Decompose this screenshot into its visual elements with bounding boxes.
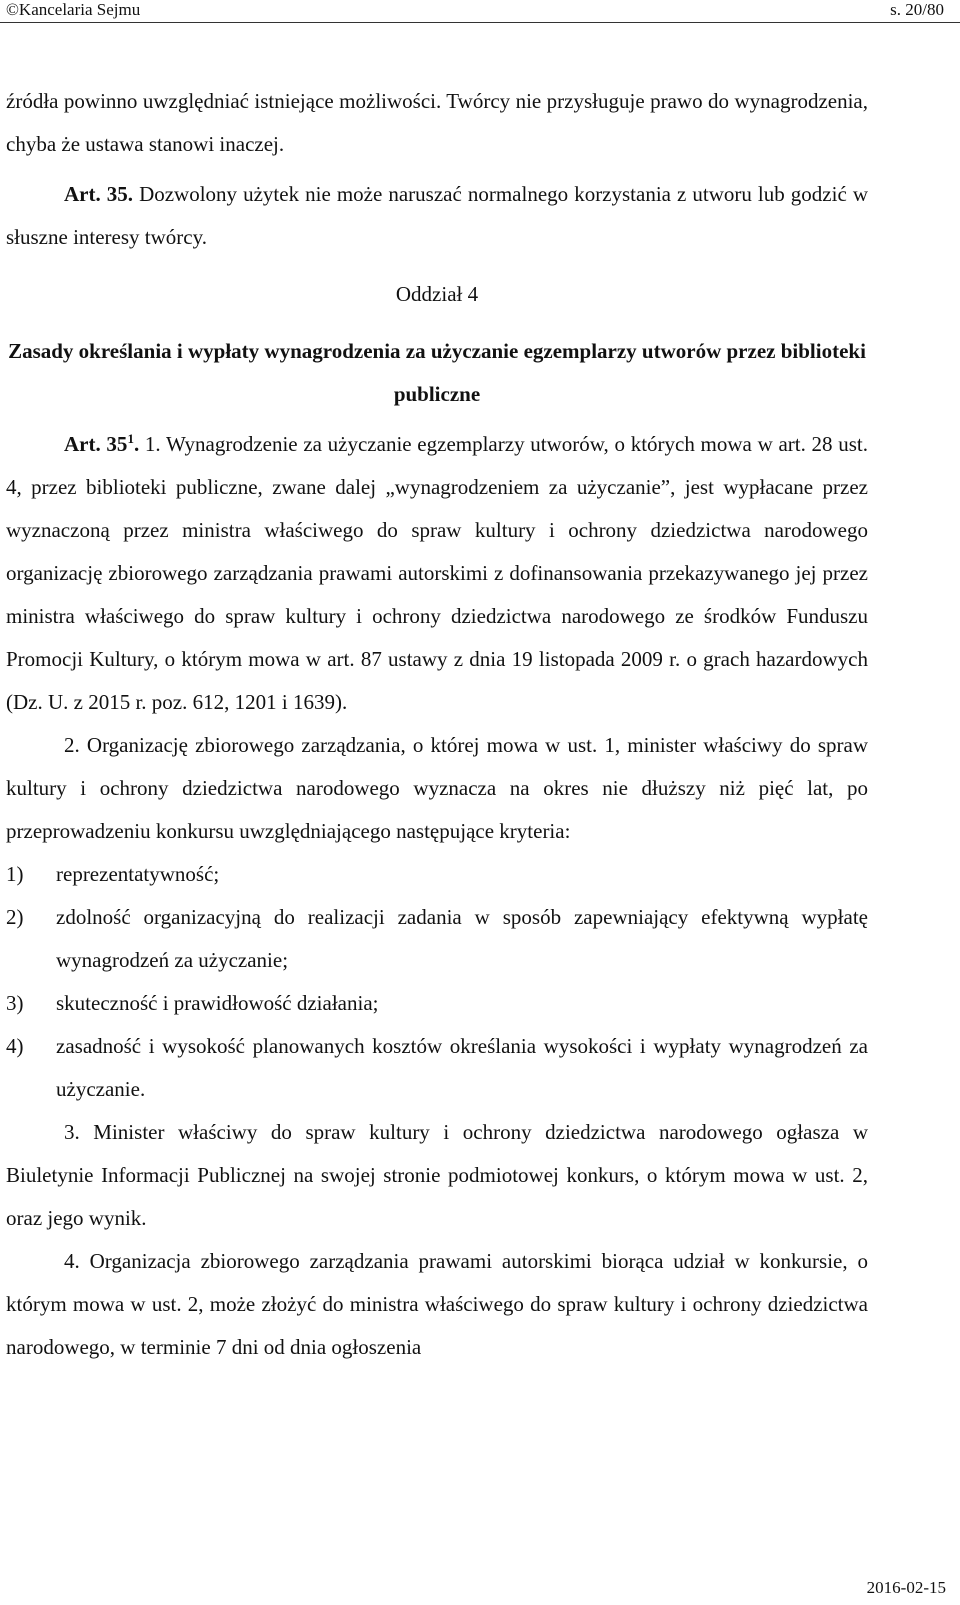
article-35-1-para-3: 3. Minister właściwy do spraw kultury i ochrony dziedzictwa narodowego ogłasza w Biuletynie Informacji Publicznej na swojej stronie podmiotowej konkurs, o którym mowa w ust. 2, oraz jego wynik. [6, 1120, 868, 1230]
page-header [0, 0, 960, 24]
header-page-number: s. 20/80 [890, 0, 944, 19]
article-35-1-label: Art. $35^1$. [64, 431, 140, 456]
article-35-1-para-1 [6, 423, 868, 724]
section-title: Oddział 4 [395, 282, 479, 306]
header-rule [0, 22, 960, 23]
article-35 [6, 173, 868, 259]
paragraph-continuation: źródła powinno uwzględniać istniejące możliwości. Twórcy nie przysługuje prawo do wynagrodzenia, chyba że ustawa stanowi inaczej. [6, 89, 868, 156]
section-heading: Zasady określania i wypłaty wynagrodzenia za użyczanie egzemplarzy utworów przez biblioteki publiczne [8, 339, 866, 406]
article-35-1-para-1-text: 1. Wynagrodzenie za użyczanie egzemplarzy utworów, o których mowa w art. 28 ust. 4, przez biblioteki publiczne, zwane dalej „wynagrodzeniem za użyczanie”, jest wypłacane przez wyznaczoną przez ministra właściwego do spraw kultury i ochrony dziedzictwa narodowego organizację zbiorowego zarządzania prawami autorskimi z dofinansowania przekazywanego jej przez ministra właściwego do spraw kultury i ochrony dziedzictwa narodowego ze środków Funduszu Promocji Kultury, o którym mowa w art. 87 ustawy z dnia 19 listopada 2009 r. o grach hazardowych (Dz. U. z 2015 r. poz. 612, 1201 i 1639). [6, 432, 868, 714]
list-item: 4) zasadność i wysokość planowanych kosztów określania wysokości i wypłaty wynagrodzeń za użyczanie. [6, 1034, 868, 1101]
footer-date: 2016-02-15 [866, 1578, 946, 1597]
article-35-text: Dozwolony użytek nie może naruszać normalnego korzystania z utworu lub godzić w słuszne interesy twórcy. [6, 182, 868, 249]
header-publisher: ©Kancelaria Sejmu [6, 0, 141, 19]
article-35-label: Art. 35. [64, 182, 134, 206]
article-35-1-para-4: 4. Organizacja zbiorowego zarządzania prawami autorskimi biorąca udział w konkursie, o którym mowa w ust. 2, może złożyć do ministra właściwego do spraw kultury i ochrony dziedzictwa narodowego, w terminie 7 dni od dnia ogłoszenia [6, 1249, 868, 1359]
document-body [6, 80, 868, 1369]
list-item: 3) skuteczność i prawidłowość działania; [6, 991, 379, 1015]
article-35-1-para-2: 2. Organizację zbiorowego zarządzania, o której mowa w ust. 1, minister właściwy do spraw kultury i ochrony dziedzictwa narodowego wyznacza na okres nie dłuższy niż pięć lat, po przeprowadzeniu konkursu uwzględniającego następujące kryteria: [6, 733, 868, 843]
list-item: 1) reprezentatywność; [6, 862, 220, 886]
list-item: 2) zdolność organizacyjną do realizacji zadania w sposób zapewniający efektywną wypłatę wynagrodzeń za użyczanie; [6, 905, 868, 972]
